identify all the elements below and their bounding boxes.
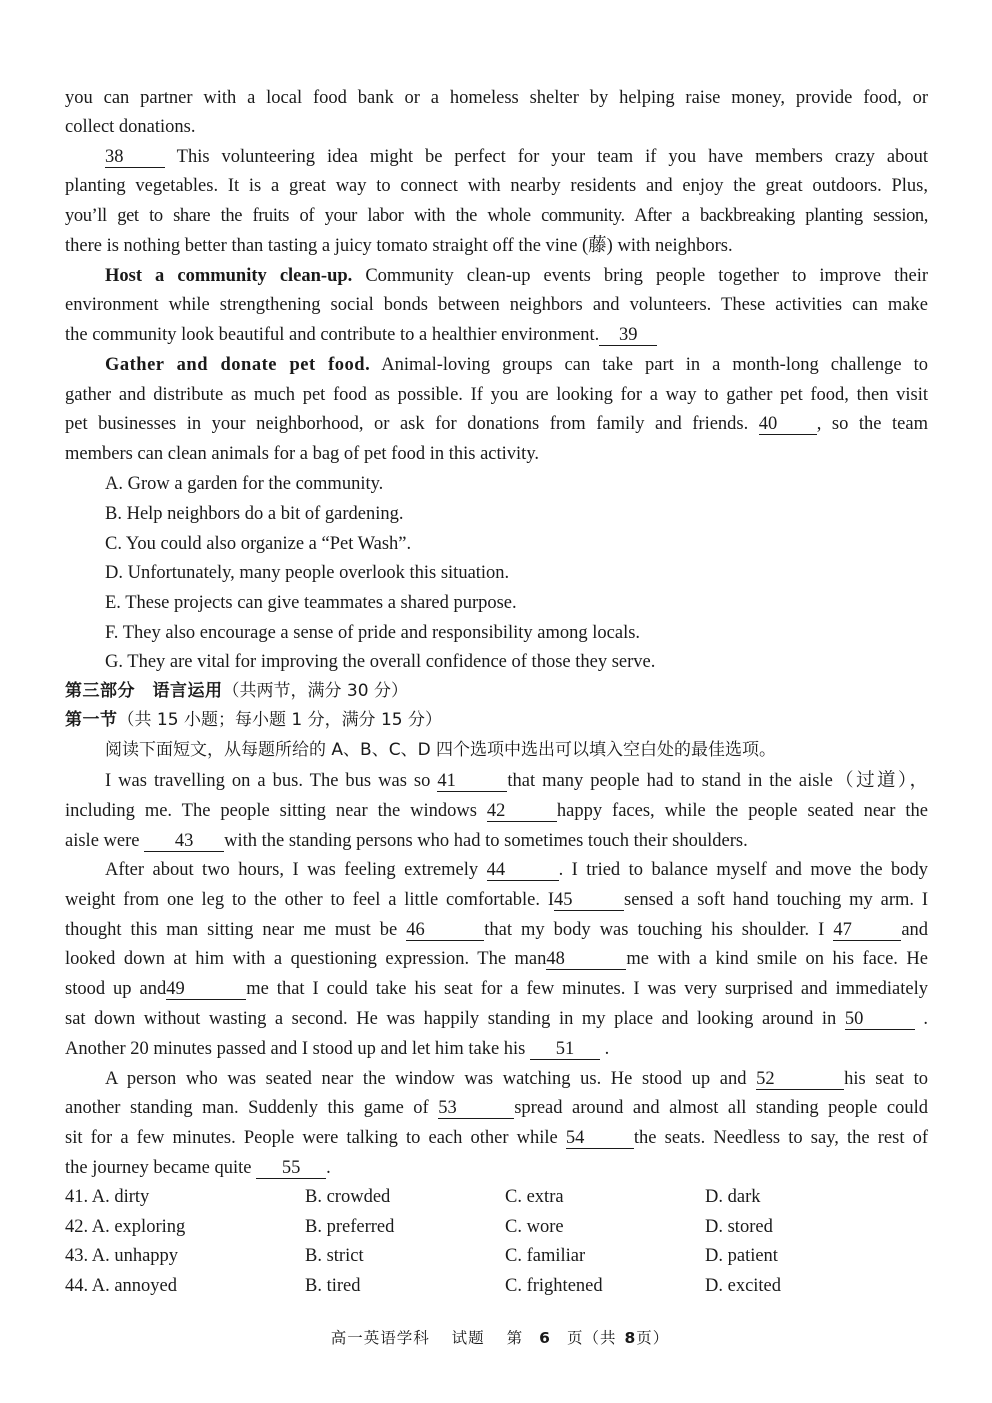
cloze-text: spread around and almost all standing people could [514,1098,928,1118]
choice-41-b: B. crowded [305,1187,391,1207]
choice-43-d: D. patient [705,1246,778,1266]
footer-total-suffix: 页） [636,1329,670,1347]
cloze-line [105,1067,928,1091]
blank-52: 52 [756,1069,844,1090]
passage-text: the community look beautiful and contribute to a healthier environment. [65,325,600,345]
section1-note: （共 15 小题；每小题 1 分，满分 15 分） [117,710,443,730]
blank-43: 43 [144,831,224,852]
cloze-line [65,918,928,942]
blank-47: 47 [833,920,901,941]
option-c: C. You could also organize a “Pet Wash”. [105,534,412,554]
passage-line: members can clean animals for a bag of pet food in this activity. [65,444,539,464]
part3-note: （共两节，满分 30 分） [222,681,408,701]
footer-kind: 试题 [451,1329,485,1347]
choice-41-d: D. dark [705,1187,761,1207]
cloze-text: and [901,920,929,940]
cloze-text: the journey became quite [65,1158,252,1178]
choice-44-a: 44. A. annoyed [65,1276,178,1296]
blank-53: 53 [438,1098,514,1119]
blank-49: 49 [166,979,246,1000]
cloze-text: including me. The people sitting near the windows [65,801,477,821]
passage-line: you can partner with a local food bank or a homeless shelter by helping raise money, provide food, or [65,88,928,108]
cloze-text: looked down at him with a questioning expression. The man [65,949,547,969]
cloze-text: sat down without wasting a second. He was happily standing in my place and looking around in [65,1009,837,1029]
blank-39: 39 [599,325,657,346]
choice-43-c: C. familiar [505,1246,586,1266]
cloze-text: sensed a soft hand touching my arm. I [624,890,928,910]
cloze-text: thought this man sitting near me must be [65,920,398,940]
cloze-line [105,769,928,793]
part3-heading [65,679,928,703]
cloze-text: . I tried to balance myself and move the body [558,860,929,880]
choice-44-d: D. excited [705,1276,782,1296]
cloze-text: . [604,1039,610,1059]
passage-line: gather and distribute as much pet food as possible. If you are looking for a way to gather pet food, then visit [65,385,928,405]
cloze-line [65,1037,928,1061]
choice-42-c: C. wore [505,1217,564,1237]
footer-page-number: 6 [539,1329,551,1347]
cloze-text: aisle were [65,831,140,851]
blank-45: 45 [554,890,624,911]
choice-44-b: B. tired [305,1276,361,1296]
choice-43-b: B. strict [305,1246,364,1266]
cloze-text: Another 20 minutes passed and I stood up and let him take his [65,1039,526,1059]
cloze-text: . [923,1009,928,1029]
cloze-text: A person who was seated near the window was watching us. He stood up and [105,1069,747,1089]
cloze-line [65,1126,928,1150]
part3-title: 第三部分 语言运用 [65,681,223,701]
cloze-text: weight from one leg to the other to feel a little comfortable. I [65,890,554,910]
footer-total-pages: 8 [624,1329,637,1347]
instruction-text: 阅读下面短文，从每题所给的 A、B、C、D 四个选项中选出可以填入空白处的最佳选项。 [105,740,777,760]
choice-41-a: 41. A. dirty [65,1187,150,1207]
passage-line [105,353,928,377]
blank-46: 46 [406,920,484,941]
passage-text: pet businesses in your neighborhood, or ask for donations from family and friends. [65,414,749,434]
cloze-text: . [326,1158,331,1178]
blank-44: 44 [487,860,559,881]
passage-line: you’ll get to share the fruits of your labor with the whole community. After a backbreaking planting session, [65,206,928,226]
choice-42-a: 42. A. exploring [65,1217,186,1237]
cloze-text: After about two hours, I was feeling extremely [105,860,479,880]
passage-text: Animal-loving groups can take part in a month-long challenge to [381,355,929,375]
option-b: B. Help neighbors do a bit of gardening. [105,504,404,524]
passage-line: planting vegetables. It is a great way to connect with nearby residents and enjoy the great outdoors. Plus, [65,176,928,196]
cloze-line [65,947,928,971]
cloze-text: another standing man. Suddenly this game of [65,1098,429,1118]
cloze-line [65,1096,928,1120]
cloze-text: stood up and [65,979,167,999]
cloze-text: his seat to [844,1069,928,1089]
option-e: E. These projects can give teammates a shared purpose. [105,593,517,613]
cloze-line [105,858,928,882]
passage-line: collect donations. [65,117,196,137]
cloze-text: sit for a few minutes. People were talking to each other while [65,1128,558,1148]
blank-48: 48 [546,949,626,970]
passage-line [105,145,928,169]
section1-title: 第一节 [65,710,118,730]
subheading-cleanup: Host a community clean-up. [105,266,353,286]
blank-51: 51 [530,1039,600,1060]
choice-43-a: 43. A. unhappy [65,1246,179,1266]
cloze-text: I was travelling on a bus. The bus was so [105,771,431,791]
subheading-petfood: Gather and donate pet food. [105,355,371,375]
cloze-line [65,799,928,823]
instruction [105,738,928,762]
cloze-line [65,977,928,1001]
option-g: G. They are vital for improving the overall confidence of those they serve. [105,652,656,672]
choice-42-d: D. stored [705,1217,773,1237]
blank-38: 38 [105,147,165,168]
page-footer [0,1326,992,1348]
option-d: D. Unfortunately, many people overlook this situation. [105,563,510,583]
footer-page-prefix: 第 [506,1329,524,1347]
passage-line [65,412,928,436]
blank-42: 42 [487,801,557,822]
choice-44-c: C. frightened [505,1276,603,1296]
blank-50: 50 [845,1009,915,1030]
passage-text: Community clean-up events bring people together to improve their [365,266,929,286]
cloze-text: with the standing persons who had to sometimes touch their shoulders. [224,831,748,851]
cloze-text: that my body was touching his shoulder. I [484,920,825,940]
choice-41-c: C. extra [505,1187,564,1207]
passage-text: This volunteering idea might be perfect for your team if you have members crazy about [176,147,928,167]
section1-heading [65,708,928,732]
cloze-line [65,888,928,912]
footer-page-suffix: 页（共 [566,1329,617,1347]
cloze-line [65,829,928,853]
choice-42-b: B. preferred [305,1217,395,1237]
blank-55: 55 [256,1158,326,1179]
passage-line: environment while strengthening social bonds between neighbors and volunteers. These activities can make [65,295,928,315]
cloze-text: that many people had to stand in the aisle（过道）， [507,771,929,791]
blank-54: 54 [566,1128,634,1149]
footer-subject: 高一英语学科 [330,1329,430,1347]
passage-line: there is nothing better than tasting a juicy tomato straight off the vine (藤) with neighbors. [65,236,733,256]
option-f: F. They also encourage a sense of pride and responsibility among locals. [105,623,641,643]
cloze-line [65,1007,928,1031]
blank-40: 40 [759,414,817,435]
cloze-line [65,1156,928,1180]
passage-line [105,264,928,288]
passage-line [65,323,928,347]
blank-41: 41 [437,771,507,792]
cloze-text: the seats. Needless to say, the rest of [633,1128,929,1148]
cloze-text: me that I could take his seat for a few minutes. I was very surprised and immediately [246,979,928,999]
cloze-text: happy faces, while the people seated near the [556,801,928,821]
option-a: A. Grow a garden for the community. [105,474,384,494]
cloze-text: me with a kind smile on his face. He [626,949,928,969]
passage-text: , so the team [816,414,928,434]
